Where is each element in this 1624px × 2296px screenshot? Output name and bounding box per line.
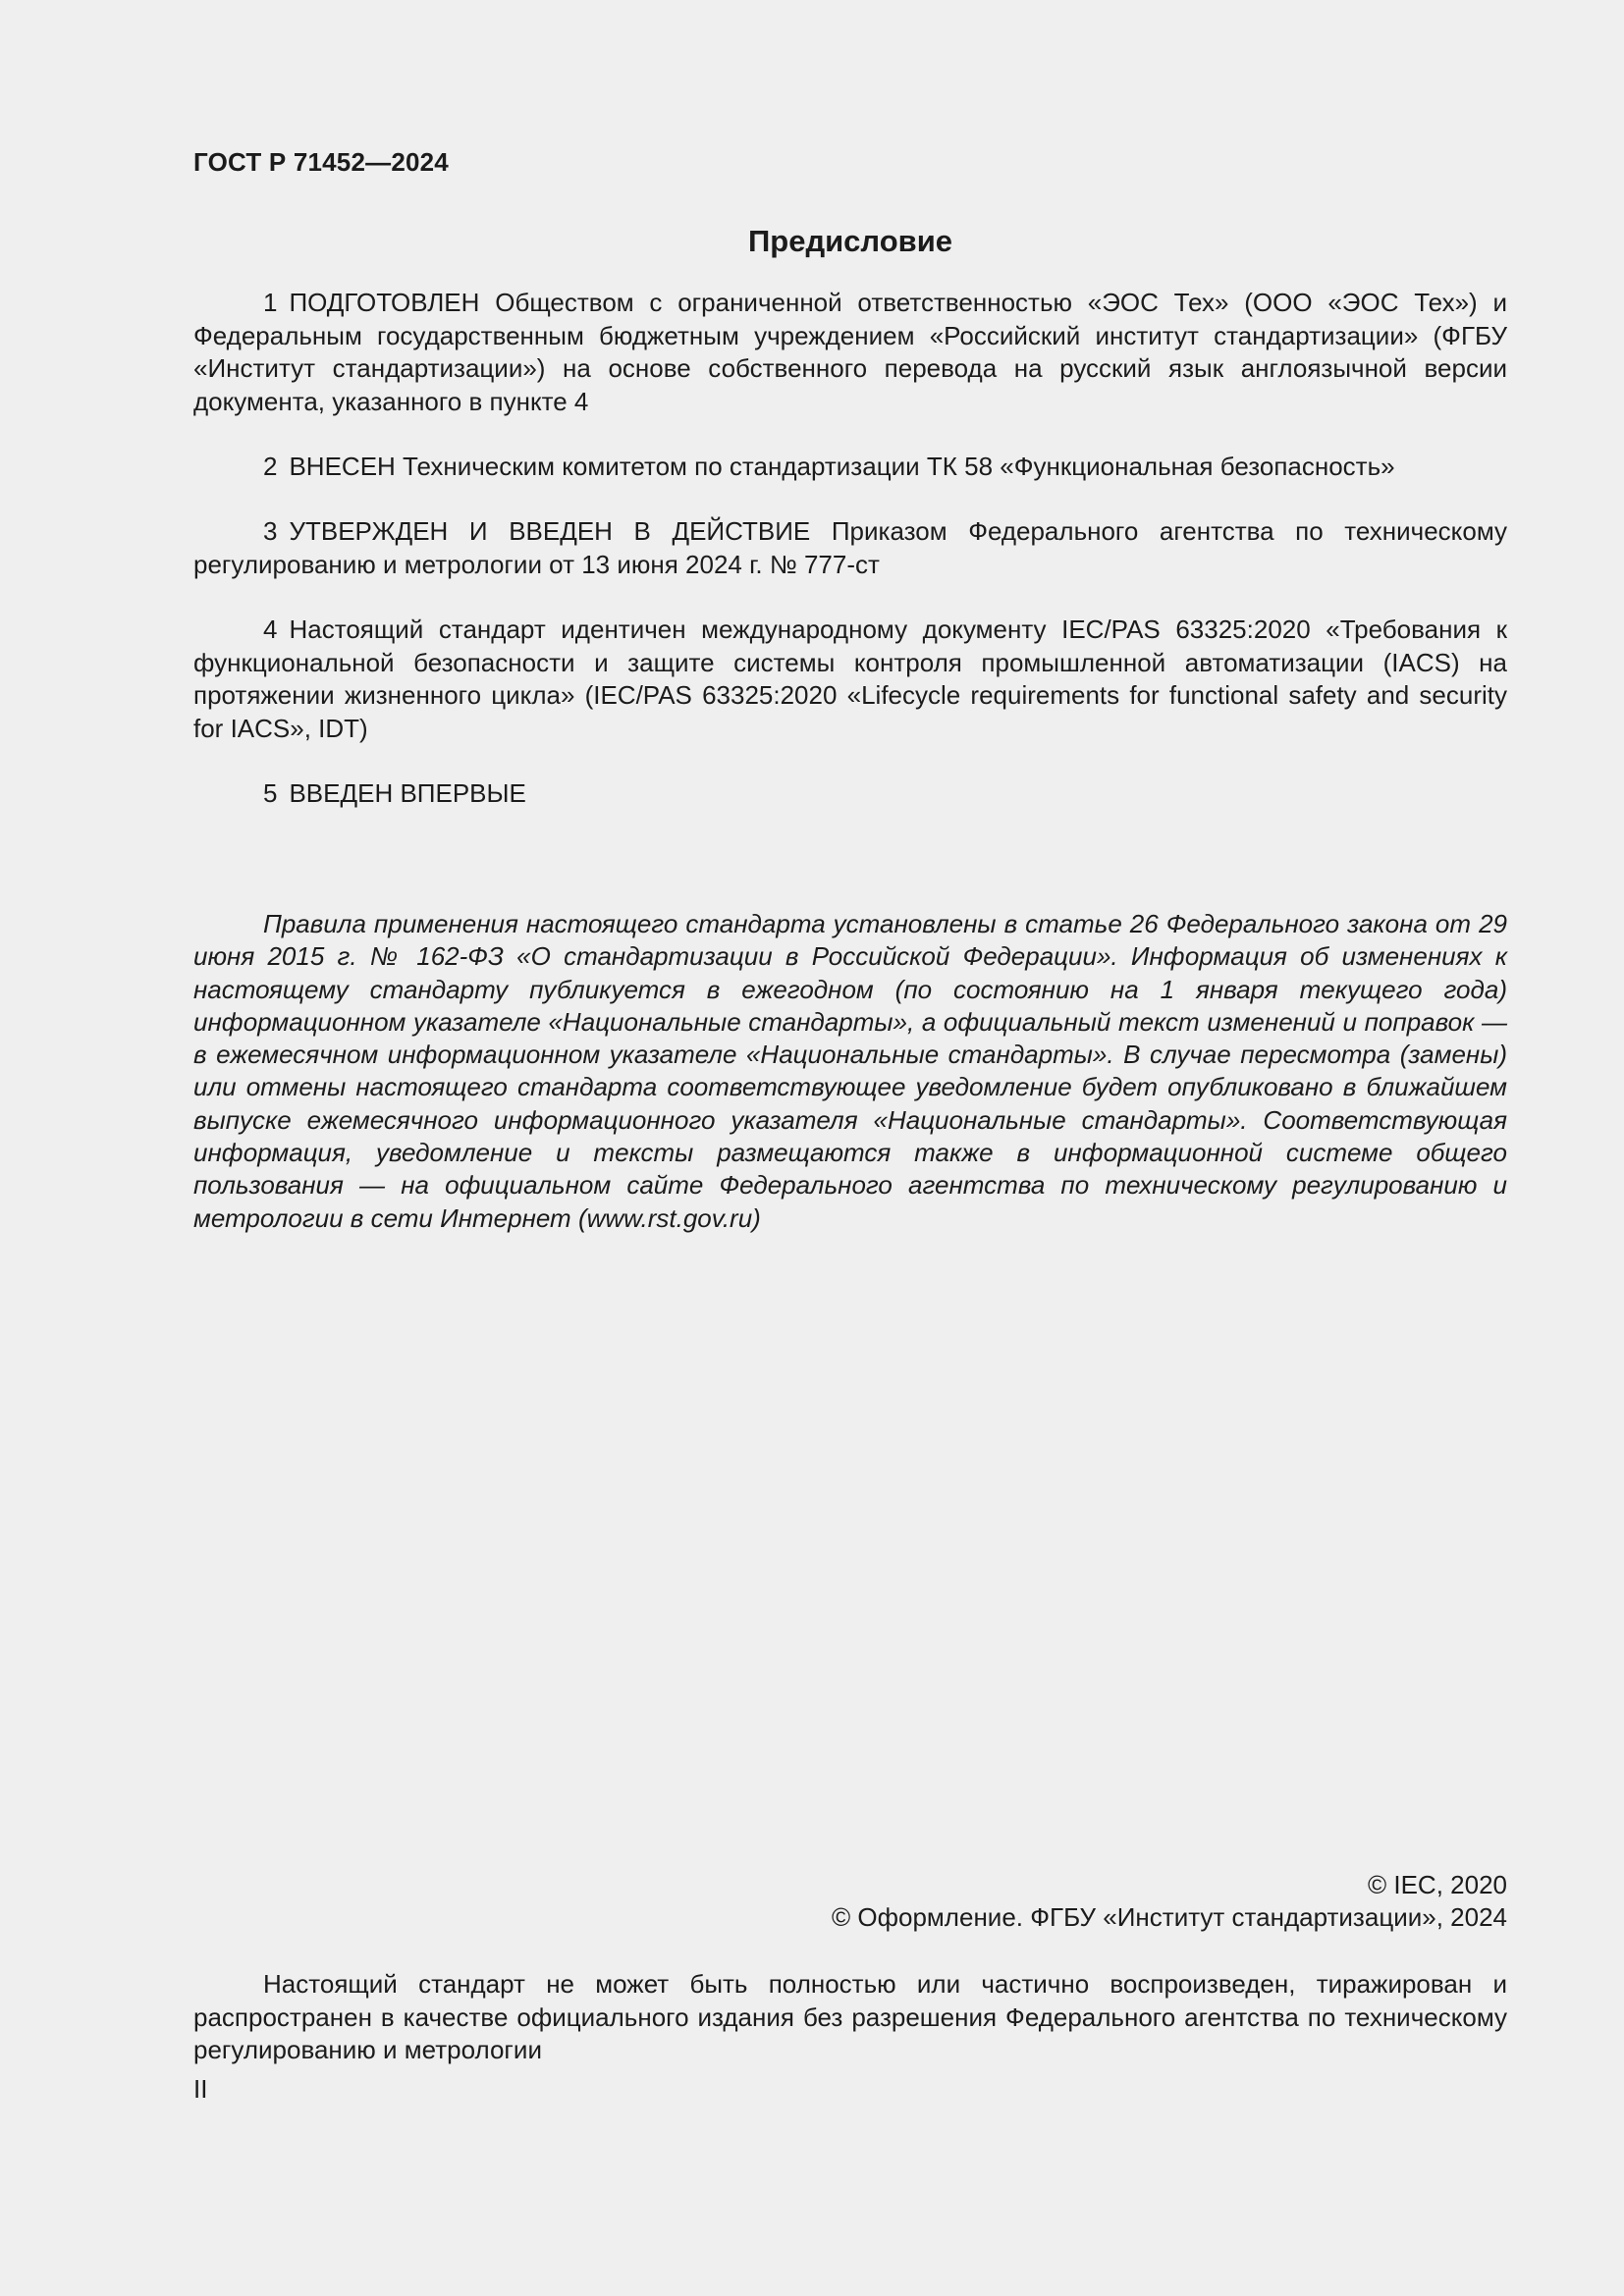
foreword-item-3 [193, 515, 1507, 581]
copyright-design: © Оформление. ФГБУ «Институт стандартизации», 2024 [832, 1902, 1507, 1932]
item-lead: ВНЕСЕН [289, 452, 396, 481]
foreword-item-2 [193, 451, 1507, 484]
item-lead: ПОДГОТОВЛЕН [289, 288, 480, 317]
foreword-item-1 [193, 287, 1507, 418]
item-number: 4 [263, 614, 278, 644]
document-code: ГОСТ Р 71452—2024 [193, 147, 449, 177]
item-lead: УТВЕРЖДЕН И ВВЕДЕН В ДЕЙСТВИЕ [289, 516, 811, 546]
item-text: Обществом с ограниченной ответственностью «ЭОС Тех» (ООО «ЭОС Тех») и Федеральным государственным бюджетным учреждением «Российский институт стандартизации» (ФГБУ «Институт стандартизации») на основе собственного перевода на русский язык англоязычной версии документа, указанного в пункте 4 [193, 288, 1507, 416]
item-number: 3 [263, 516, 278, 546]
rules-note: Правила применения настоящего стандарта установлены в статье 26 Федерального закона от 29 июня 2015 г. № 162-ФЗ «О стандартизации в Российской Федерации». Информация об изменениях к настоящему стандарту публикуется в ежегодном (по состоянию на 1 января текущего года) информационном указателе «Национальные стандарты», а официальный текст изменений и поправок — в ежемесячном информационном указателе «Национальные стандарты». В случае пересмотра (замены) или отмены настоящего стандарта соответствующее уведомление будет опубликовано в ближайшем выпуске ежемесячного информационного указателя «Национальные стандарты». Соответствующая информация, уведомление и тексты размещаются также в информационной системе общего пользования — на официальном сайте Федерального агентства по техническому регулированию и метрологии в сети Интернет (www.rst.gov.ru) [193, 909, 1507, 1233]
foreword-item-4 [193, 614, 1507, 745]
item-lead: ВВЕДЕН ВПЕРВЫЕ [289, 778, 526, 808]
page-title: Предисловие [747, 224, 952, 258]
copyright-iec: © IEC, 2020 [1367, 1870, 1507, 1899]
reproduction-notice: Настоящий стандарт не может быть полностью или частично воспроизведен, тиражирован и распространен в качестве официального издания без разрешения Федерального агентства по техническому регулированию и метрологии [193, 1969, 1507, 2064]
item-text: Техническим комитетом по стандартизации ТК 58 «Функциональная безопасность» [395, 452, 1395, 481]
item-number: 5 [263, 778, 278, 808]
page-number: II [193, 2074, 208, 2104]
item-number: 1 [263, 288, 278, 317]
item-text: Приказом Федерального агентства по техническому регулированию и метрологии от 13 июня 2024 г. № 777-ст [193, 516, 1507, 579]
item-text: Настоящий стандарт идентичен международному документу IEC/PAS 63325:2020 «Требования к функциональной безопасности и защите системы контроля промышленной автоматизации (IACS) на протяжении жизненного цикла» (IEC/PAS 63325:2020 «Lifecycle requirements for functional safety and security for IACS», IDT) [193, 614, 1507, 743]
foreword-item-5 [193, 777, 1507, 811]
item-number: 2 [263, 452, 278, 481]
